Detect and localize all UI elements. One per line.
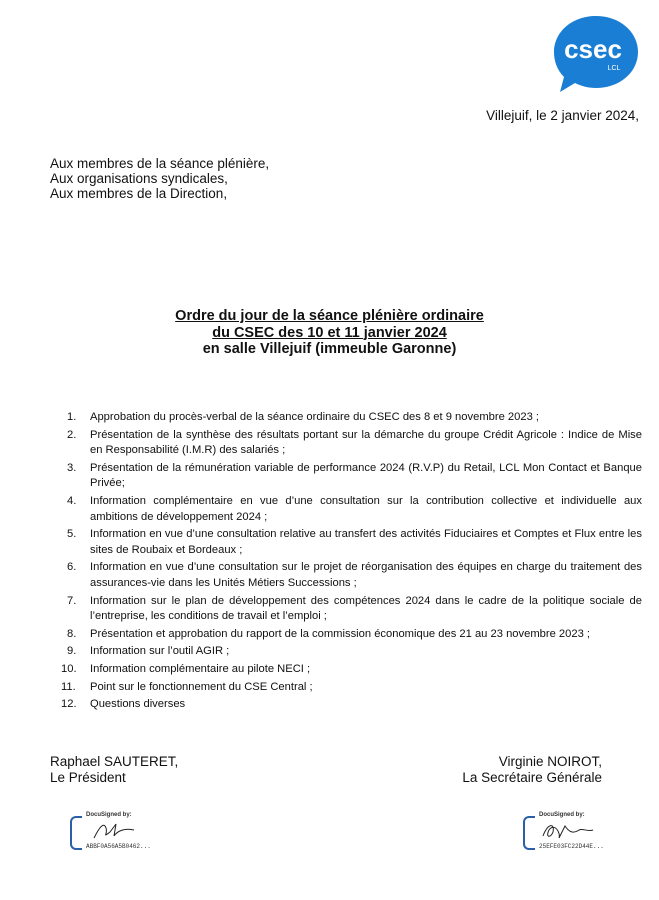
letter-date: Villejuif, le 2 janvier 2024, [486,108,639,123]
agenda-list [58,410,642,715]
agenda-item [58,560,642,591]
docusign-label: DocuSigned by: [86,812,132,818]
agenda-item-text: Approbation du procès-verbal de la séance ordinaire du CSEC des 8 et 9 novembre 2023 ; [90,411,540,423]
docusign-bracket-icon [523,816,535,850]
logo-sub: LCL [607,65,621,72]
agenda-item-number: 9. [67,645,77,658]
recipient-line: Aux organisations syndicales, [50,171,228,186]
docusign-bracket-icon [70,816,82,850]
agenda-item [58,461,642,492]
agenda-item-text: Information sur le plan de développement des compétences 2024 dans le cadre de la politique sociale de l’entreprise, les conditions de travail et l’emploi ; [90,594,642,623]
handwritten-signature-icon [86,818,146,842]
agenda-item-text: Information complémentaire au pilote NECI ; [90,662,311,675]
docusign-stamp-left [70,812,162,852]
agenda-item [58,662,642,678]
recipient-line: Aux membres de la séance plénière, [50,156,270,171]
agenda-item-number: 8. [67,627,77,640]
csec-logo [552,14,640,94]
signatory-left [50,754,178,786]
signatory-name: Virginie NOIROT, [498,754,602,769]
signatory-right [462,754,602,786]
docusign-stamp-right [523,812,615,852]
agenda-item-number: 6. [67,561,77,574]
agenda-item [58,627,642,643]
title-line-3: en salle Villejuif (immeuble Garonne) [202,341,457,357]
agenda-item-number: 12. [61,698,77,711]
agenda-item-number: 7. [67,594,77,607]
agenda-item-text: Information en vue d’une consultation relative au transfert des activités Fiduciaires et Comptes et Flux entre les sites de Roubaix et Bordeaux ; [90,528,642,556]
agenda-item-number: 1. [67,411,77,423]
agenda-item-text: Information complémentaire en vue d’une consultation sur la contribution collective et individuelle aux ambitions de développement 2024 ; [90,494,642,523]
agenda-item-text: Point sur le fonctionnement du CSE Central ; [90,680,313,693]
csec-logo-bubble [552,14,640,94]
agenda-item-number: 4. [67,494,77,507]
agenda-item-number: 3. [67,461,77,474]
agenda-item-text: Questions diverses [90,698,186,711]
docusign-id: ABBF0A56A5B0462... [86,843,151,850]
recipient-line: Aux membres de la Direction, [50,186,228,201]
agenda-item [58,428,642,459]
agenda-item-number: 2. [67,428,77,441]
logo-text: csec [564,34,622,64]
signatory-role: Le Président [50,770,126,785]
agenda-item-number: 10. [61,662,77,675]
agenda-item-text: Présentation et approbation du rapport de la commission économique des 21 au 23 novembre 2023 ; [90,627,591,640]
recipients-block [50,156,269,201]
title-line-2: du CSEC des 10 et 11 janvier 2024 [212,324,447,341]
agenda-item [58,410,642,426]
agenda-item [58,494,642,525]
signatory-name: Raphael SAUTERET, [50,754,179,769]
agenda-item-text: Présentation de la rémunération variable de performance 2024 (R.V.P) du Retail, LCL Mon Contact et Banque Privée; [90,461,642,490]
signatory-role: La Secrétaire Générale [462,770,602,785]
agenda-item [58,594,642,625]
agenda-item-number: 11. [61,680,76,693]
handwritten-signature-icon [539,818,599,842]
title-line-1: Ordre du jour de la séance plénière ordinaire [175,308,484,324]
agenda-item-text: Information sur l’outil AGIR ; [90,645,230,658]
docusign-id: 25EFE03FC22D44E... [539,843,604,850]
agenda-item [58,680,642,696]
agenda-item-text: Information en vue d’une consultation sur le projet de réorganisation des équipes en charge du traitement des assurances-vie dans les Unités Métiers Successions ; [90,561,642,589]
agenda-title [0,308,659,358]
agenda-item [58,697,642,713]
agenda-item [58,644,642,660]
agenda-item-text: Présentation de la synthèse des résultats portant sur la démarche du groupe Crédit Agricole : Indice de Mise en Responsabilité (I.M.R) des salariés ; [90,428,642,457]
agenda-item [58,527,642,558]
agenda-item-number: 5. [67,528,77,541]
docusign-label: DocuSigned by: [539,812,585,818]
